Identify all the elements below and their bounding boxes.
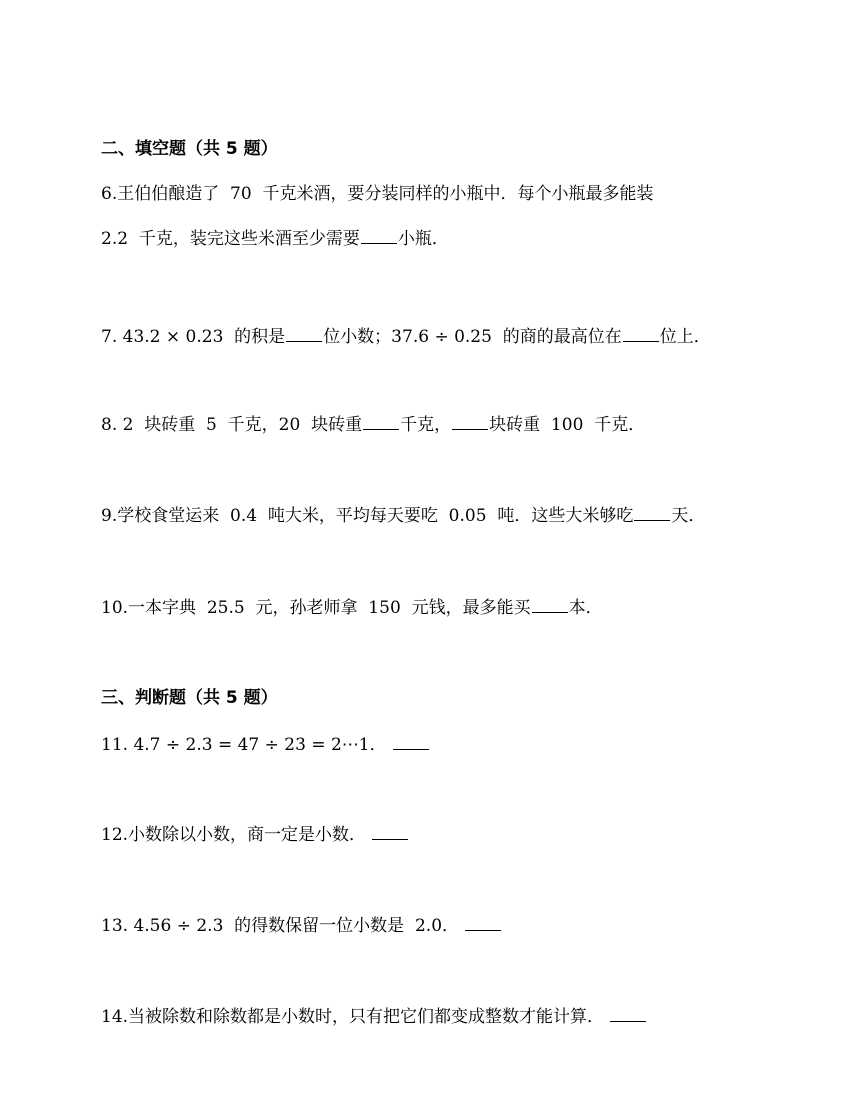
question-6-text-1: 6.王伯伯酿造了 70 千克米酒，要分装同样的小瓶中．每个小瓶最多能装 — [101, 184, 654, 204]
answer-blank-8b[interactable] — [452, 412, 488, 430]
answer-blank-12[interactable] — [372, 822, 408, 840]
question-13-text: 13. 4.56 ÷ 2.3 的得数保留一位小数是 2.0． — [101, 916, 460, 936]
question-10-text-b: 本． — [568, 598, 603, 618]
answer-blank-14[interactable] — [610, 1004, 646, 1022]
question-6-line-2 — [101, 226, 449, 251]
question-10 — [101, 595, 603, 620]
question-12 — [101, 822, 409, 847]
section-fill-blank-title: 二、填空题（共 5 题） — [101, 139, 278, 159]
question-8-text-b: 千克， — [400, 415, 452, 435]
answer-blank-7a[interactable] — [286, 324, 322, 342]
answer-blank-13[interactable] — [465, 913, 501, 931]
answer-blank-7b[interactable] — [623, 324, 659, 342]
question-6-line-1 — [101, 182, 653, 206]
section-true-false-title: 三、判断题（共 5 题） — [101, 688, 278, 708]
question-8 — [101, 412, 645, 437]
question-9-text-a: 9.学校食堂运来 0.4 吨大米，平均每天要吃 0.05 吨．这些大米够吃 — [101, 506, 634, 526]
question-6-text-3: 小瓶． — [397, 229, 449, 249]
question-12-text: 12.小数除以小数，商一定是小数． — [101, 825, 367, 845]
answer-blank-6[interactable] — [361, 226, 397, 244]
question-7-text-a: 7. 43.2 × 0.23 的积是 — [101, 327, 286, 347]
question-8-text-c: 块砖重 100 千克． — [489, 415, 646, 435]
question-13 — [101, 913, 502, 938]
question-7-text-c: 位上． — [659, 327, 711, 347]
question-8-text-a: 8. 2 块砖重 5 千克，20 块砖重 — [101, 415, 363, 435]
question-6-text-2: 2.2 千克，装完这些米酒至少需要 — [101, 229, 360, 249]
question-9 — [101, 503, 705, 528]
question-7-text-b: 位小数；37.6 ÷ 0.25 的商的最高位在 — [323, 327, 622, 347]
question-11-text: 11. 4.7 ÷ 2.3 = 47 ÷ 23 = 2⋯1． — [101, 735, 387, 755]
question-14 — [101, 1004, 647, 1029]
question-14-text: 14.当被除数和除数都是小数时，只有把它们都变成整数才能计算． — [101, 1007, 605, 1027]
answer-blank-10[interactable] — [532, 595, 568, 613]
question-7 — [101, 324, 711, 349]
question-11 — [101, 732, 430, 757]
question-10-text-a: 10.一本字典 25.5 元，孙老师拿 150 元钱，最多能买 — [101, 598, 531, 618]
question-9-text-b: 天． — [671, 506, 706, 526]
answer-blank-8a[interactable] — [363, 412, 399, 430]
answer-blank-9[interactable] — [634, 503, 670, 521]
answer-blank-11[interactable] — [393, 732, 429, 750]
